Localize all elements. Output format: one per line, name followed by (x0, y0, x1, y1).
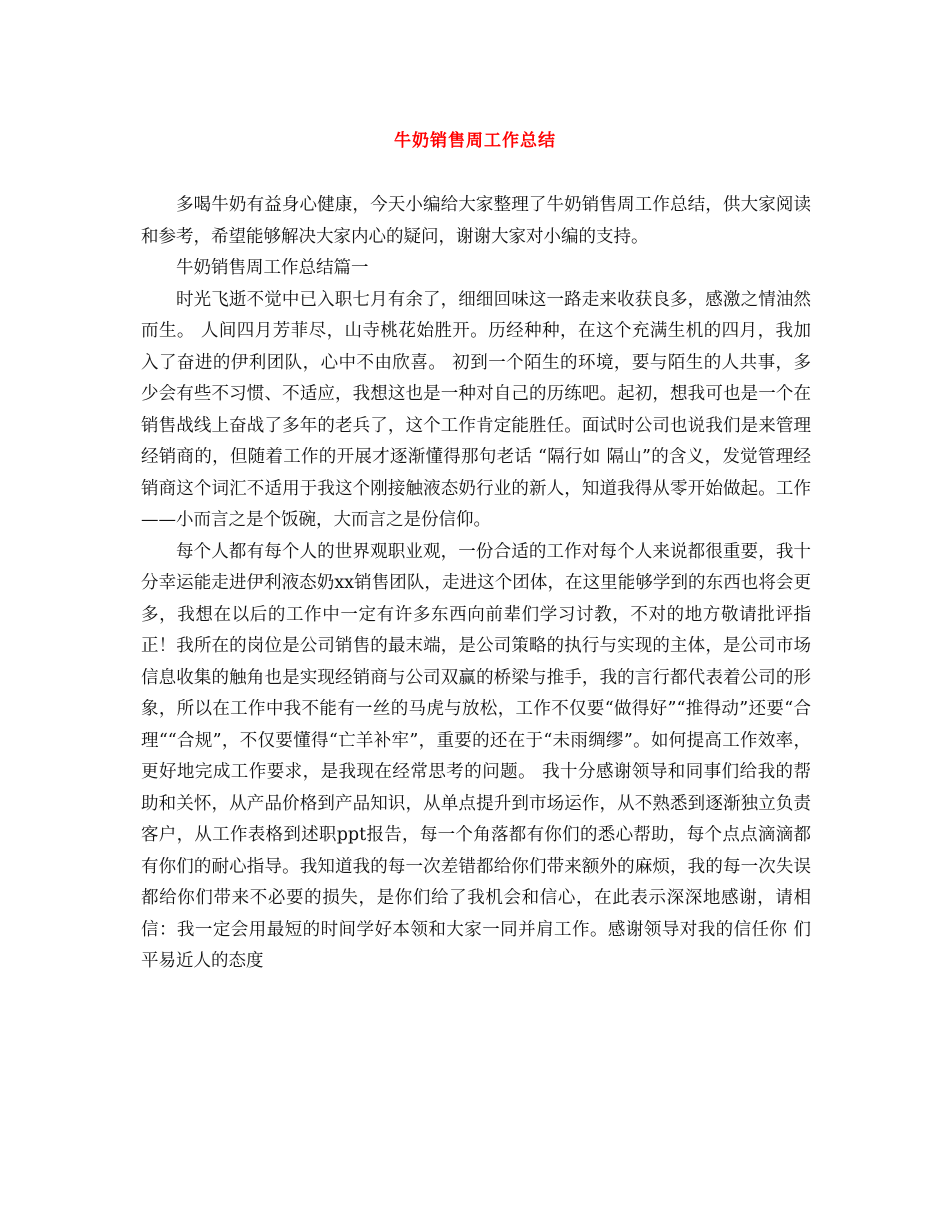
document-title: 牛奶销售周工作总结 (394, 131, 556, 151)
intro-paragraph: 多喝牛奶有益身心健康，今天小编给大家整理了牛奶销售周工作总结，供大家阅读和参考，希望能够解决大家内心的疑问，谢谢大家对小编的支持。 (141, 195, 811, 247)
section-heading: 牛奶销售周工作总结篇一 (176, 258, 369, 278)
body-paragraph: 时光飞逝不觉中已入职七月有余了，细细回味这一路走来收获良多，感激之情油然而生。 人间四月芳菲尽，山寺桃花始胜开。历经种种，在这个充满生机的四月，我加入了奋进的伊利团队，心中不由欣喜。 初到一个陌生的环境，要与陌生的人共事，多少会有些不习惯、不适应，我想这也是一种对自己的历练吧。起初，想我可也是一个在销售战线上奋战了多年的老兵了，这个工作肯定能胜任。面试时公司也说我们是来管理经销商的，但随着工作的开展才逐渐懂得那句老话 “隔行如 隔山”的含义，发觉管理经销商这个词汇不适用于我这个刚接触液态奶行业的新人，知道我得从零开始做起。工作——小而言之是个饭碗，大而言之是份信仰。 (141, 289, 811, 530)
body-paragraph: 每个人都有每个人的世界观职业观，一份合适的工作对每个人来说都很重要，我十分幸运能走进伊利液态奶xx销售团队，走进这个团体，在这里能够学到的东西也将会更多，我想在以后的工作中一定有许多东西向前辈们学习讨教，不对的地方敬请批评指正！我所在的岗位是公司销售的最末端，是公司策略的执行与实现的主体，是公司市场信息收集的触角也是实现经销商与公司双赢的桥梁与推手，我的言行都代表着公司的形象，所以在工作中我不能有一丝的马虎与放松，工作不仅要“做得好”“推得动”还要“合理““合规”，不仅要懂得“亡羊补牢”，重要的还在于“未雨绸缪”。如何提高工作效率，更好地完成工作要求，是我现在经常思考的问题。 我十分感谢领导和同事们给我的帮助和关怀，从产品价格到产品知识，从单点提升到市场运作，从不熟悉到逐渐独立负责客户，从工作表格到述职ppt报告，每一个角落都有你们的悉心帮助，每个点点滴滴都有你们的耐心指导。我知道我的每一次差错都给你们带来额外的麻烦，我的每一次失误都给你们带来不必要的损失，是你们给了我机会和信心，在此表示深深地感谢，请相信：我一定会用最短的时间学好本领和大家一同并肩工作。感谢领导对我的信任你 们平易近人的态度 (141, 541, 811, 971)
document-body (141, 190, 811, 978)
